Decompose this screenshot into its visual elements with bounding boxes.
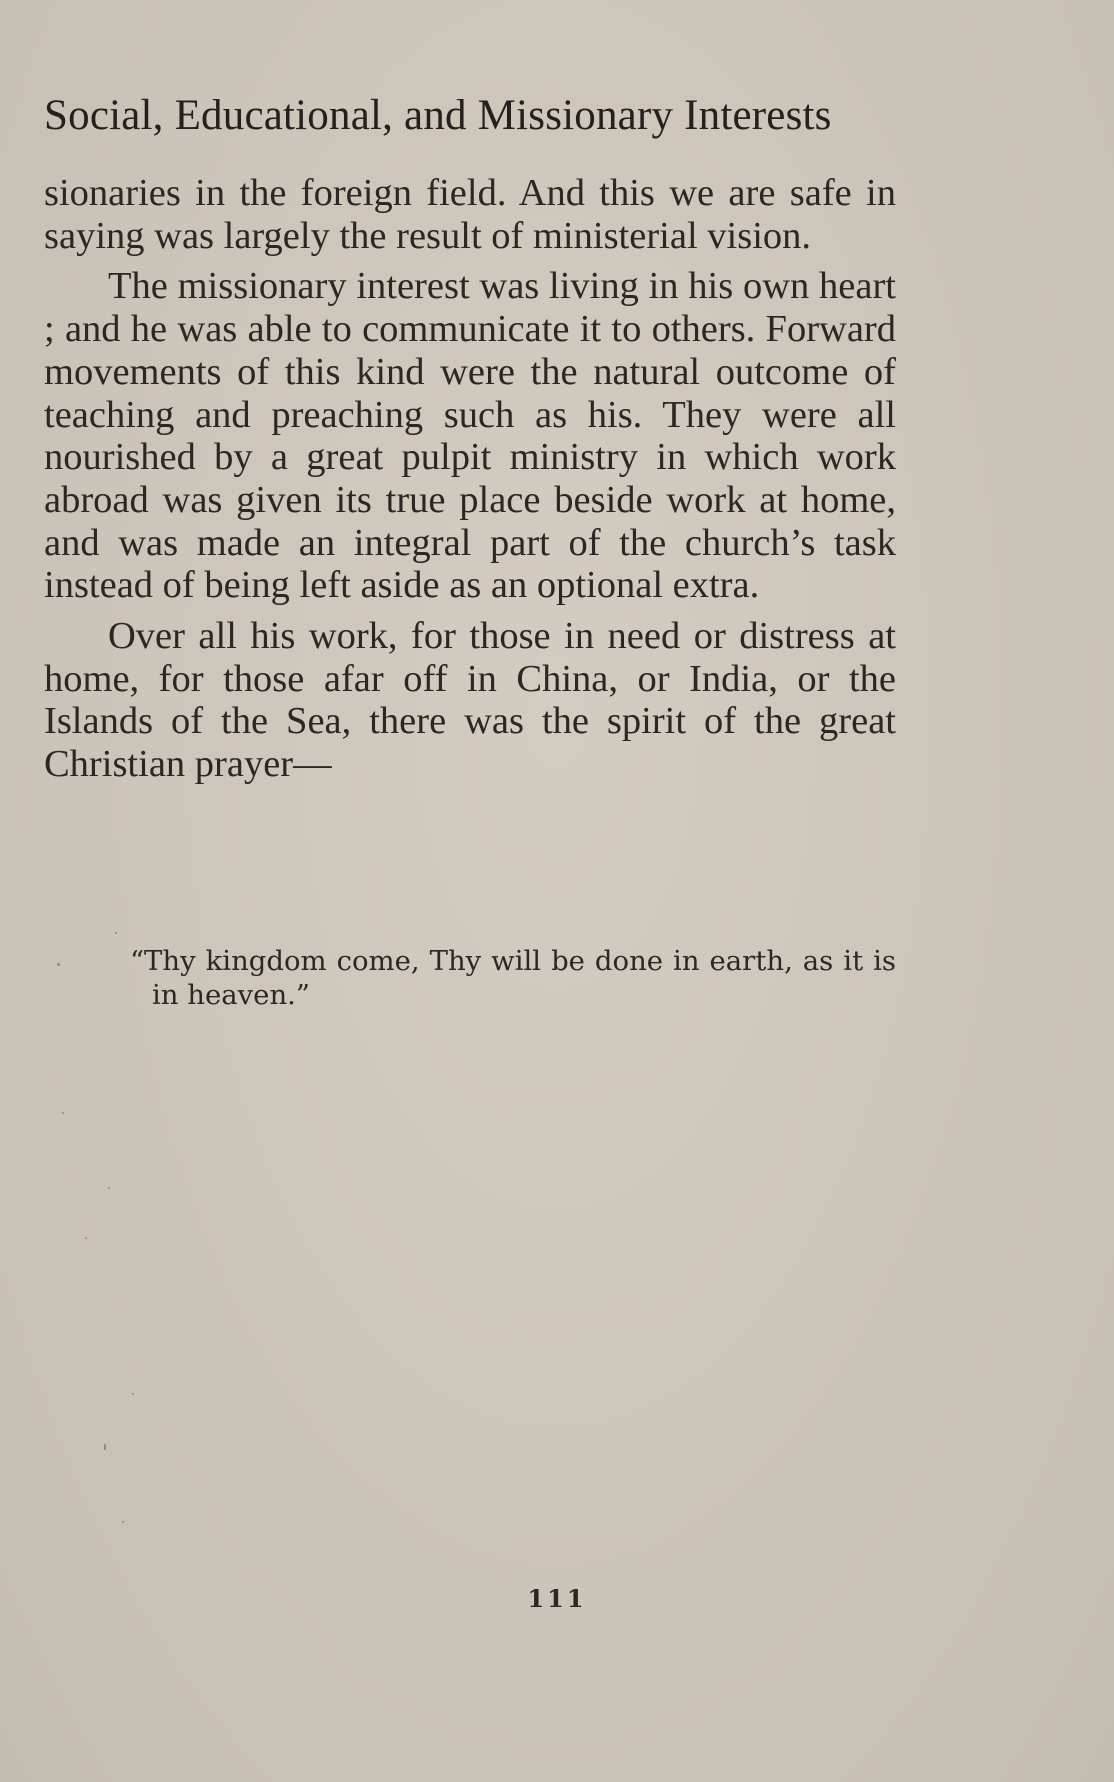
paper-speck <box>132 1393 134 1395</box>
paragraph-continuation: sionaries in the foreign field. And this we are safe in saying was largely the result of ministerial vision. <box>44 172 896 257</box>
paragraph-missionary-interest: The missionary interest was living in his own heart ; and he was able to communicate it to others. Forward movements of this kind were the natural outcome of teaching and preaching such as his. They were all nourished by a great pulpit ministry in which work abroad was given its true place beside work at home, and was made an integral part of the church’s task instead of being left aside as an optional extra. <box>44 265 896 607</box>
paper-speck <box>57 963 60 966</box>
paper-speck <box>104 1444 106 1450</box>
paper-speck <box>62 1112 64 1114</box>
block-quote <box>44 944 896 1012</box>
paper-speck <box>115 932 117 934</box>
page-number: 111 <box>527 1584 587 1613</box>
paper-speck <box>122 1521 124 1523</box>
paper-speck <box>85 1237 87 1239</box>
paragraph-over-all-his-work: Over all his work, for those in need or distress at home, for those afar off in China, or India, or the Islands of the Sea, there was the spirit of the great Christian prayer— <box>44 615 896 786</box>
body-text <box>44 172 896 786</box>
paper-speck <box>108 1187 110 1189</box>
running-head: Social, Educational, and Missionary Interests <box>44 92 832 139</box>
quote-text: “Thy kingdom come, Thy will be done in earth, as it is in heaven.” <box>130 945 896 1011</box>
